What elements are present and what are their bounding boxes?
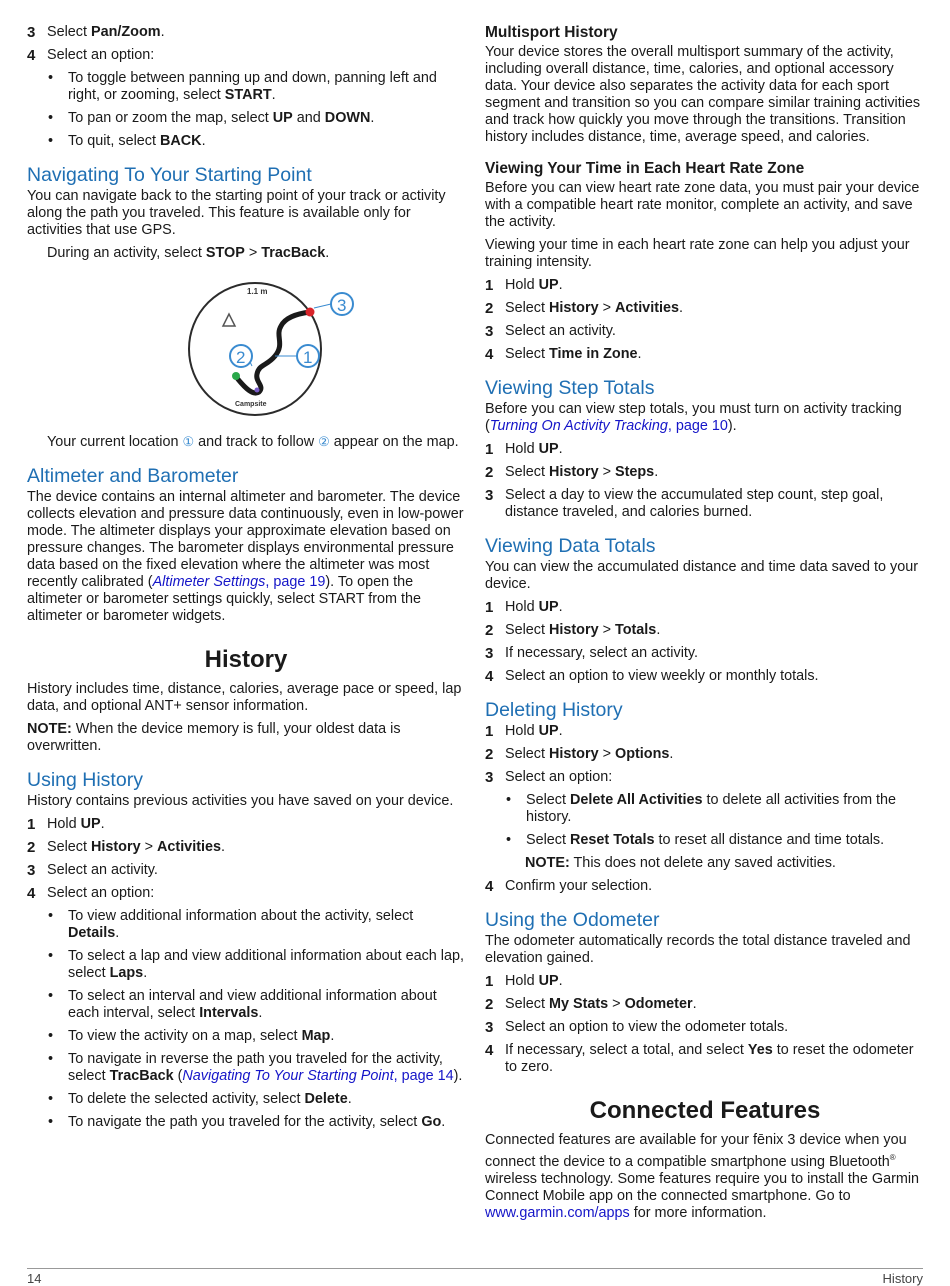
bullet-dot: • (48, 948, 54, 964)
bullet-item (505, 832, 925, 849)
activity-tracking-page-link[interactable]: , page 10 (667, 418, 728, 434)
step-bold: My Stats (549, 996, 609, 1012)
step-sep: > (608, 996, 625, 1012)
step-number: 2 (485, 300, 494, 317)
step-pre: Select (505, 464, 549, 480)
instr-post: . (325, 245, 330, 261)
step-text: Select an activity. (47, 862, 158, 878)
caption-mid: and track to follow (194, 434, 319, 450)
step-bold-2: Activities (615, 300, 679, 316)
navigating-start-link[interactable]: Navigating To Your Starting Point (182, 1068, 394, 1084)
figure-caption (47, 433, 465, 451)
callout-1: 1 (303, 348, 313, 367)
heading-connected-features: Connected Features (589, 1097, 821, 1124)
bullet-bold-2: DOWN (324, 110, 371, 126)
step-text (505, 441, 925, 458)
bullet-item (47, 1051, 465, 1085)
bullet-text (68, 1028, 465, 1045)
right-column (485, 24, 925, 1228)
bullet-post: . (370, 110, 375, 126)
step-text: Confirm your selection. (505, 878, 653, 894)
bullet-text (68, 110, 465, 127)
bullet-pre: To select an interval and view additional information about each interval, select (68, 988, 437, 1021)
step (485, 645, 925, 662)
step-post: to reset the odometer to zero. (505, 1042, 914, 1075)
bullet-item (47, 1028, 465, 1045)
step-pre: Hold (505, 441, 539, 457)
bullet-item (47, 133, 465, 150)
heading-odometer: Using the Odometer (485, 909, 660, 931)
step (485, 878, 925, 895)
step-sep: > (598, 746, 615, 762)
bullet-bold: Details (68, 925, 116, 941)
step-text: Select a day to view the accumulated step count, step goal, distance traveled, and calories burned. (505, 487, 884, 520)
bullet-item (47, 1091, 465, 1108)
step-bold-2: Steps (615, 464, 655, 480)
start-location-dot (232, 372, 240, 380)
step-number: 1 (485, 599, 494, 616)
caption-pre: Your current location (47, 434, 183, 450)
step-number: 4 (27, 885, 36, 902)
step-pre: Select (505, 996, 549, 1012)
step (485, 346, 925, 363)
data-totals-body: You can view the accumulated distance and time data saved to your device. (485, 559, 919, 592)
instr-pre: During an activity, select (47, 245, 206, 261)
step-text: Select an option: (505, 769, 613, 785)
step-text (47, 839, 465, 856)
step-sep: > (598, 300, 615, 316)
step-bold-2: Activities (157, 839, 221, 855)
step-pre: Select (505, 746, 549, 762)
step (27, 862, 465, 879)
bullet-bold: BACK (160, 133, 202, 149)
bullet-item (47, 1114, 465, 1131)
step-number: 2 (485, 996, 494, 1013)
bullet-dot: • (48, 988, 54, 1004)
note-label: NOTE: (525, 855, 570, 871)
step-post: . (692, 996, 697, 1012)
navigating-start-page-link[interactable]: , page 14 (393, 1068, 454, 1084)
deleting-note (525, 855, 925, 872)
step-sep: > (140, 839, 157, 855)
step-bold-2: Totals (615, 622, 657, 638)
step (485, 277, 925, 294)
hr-zone-body-2: Viewing your time in each heart rate zone can help you adjust your training intensity. (485, 237, 910, 270)
altimeter-settings-link[interactable]: Altimeter Settings (152, 574, 266, 590)
tracback-map-figure (177, 274, 357, 420)
bullet-bold: UP (272, 110, 293, 126)
step-bold-2: Options (615, 746, 670, 762)
history-note (27, 721, 465, 755)
bullet-item (505, 792, 925, 826)
step-text: Select an activity. (505, 323, 616, 339)
bullet-dot: • (48, 1091, 54, 1107)
bullet-pre: Select (526, 832, 570, 848)
callout-1-symbol: ① (182, 434, 195, 449)
step-text (505, 723, 925, 740)
step-number: 1 (485, 441, 494, 458)
page-number: 14 (27, 1271, 42, 1286)
bullet-pre: To view additional information about the activity, select (68, 908, 414, 924)
bullet-post: . (201, 133, 206, 149)
instr-tracback: TracBack (261, 245, 326, 261)
step-bold: UP (538, 441, 559, 457)
step-pre: Hold (505, 973, 539, 989)
bullet-dot: • (48, 70, 54, 86)
step (485, 746, 925, 763)
heading-navigating-start: Navigating To Your Starting Point (27, 164, 312, 186)
step-bold: UP (538, 973, 559, 989)
bullet-item (47, 70, 465, 104)
bullet-item (47, 988, 465, 1022)
heading-altimeter: Altimeter and Barometer (27, 465, 239, 487)
step-number: 4 (485, 346, 494, 363)
bullet-dot: • (48, 1051, 54, 1067)
bullet-item (47, 948, 465, 982)
bullet-bold: Delete All Activities (570, 792, 703, 808)
step-text (47, 816, 465, 833)
bullet-dot: • (48, 133, 54, 149)
step-text-post: . (160, 24, 165, 40)
bullet-post: . (271, 87, 276, 103)
bullet-bold: Reset Totals (570, 832, 655, 848)
step-post: . (221, 839, 225, 855)
step-number: 1 (485, 277, 494, 294)
step-text: Select an option to view the odometer totals. (505, 1019, 789, 1035)
step (485, 487, 925, 521)
bullet-pre: Select (526, 792, 570, 808)
hr-zone-body-1: Before you can view heart rate zone data, you must pair your device with a compatible heart rate monitor, complete an activity, and save the activity. (485, 180, 920, 230)
campsite-marker (255, 388, 260, 393)
registered-mark: ® (889, 1153, 896, 1162)
step-number: 3 (485, 487, 494, 504)
step-bold-2: Odometer (624, 996, 693, 1012)
left-column (27, 24, 465, 1137)
step-number: 3 (485, 323, 494, 340)
step-post: . (558, 441, 563, 457)
bullet-post: . (115, 925, 120, 941)
step-sep: > (598, 464, 615, 480)
step-text (505, 1042, 925, 1076)
step-text (505, 746, 925, 763)
step-bold: Time in Zone (549, 346, 638, 362)
connected-body (485, 1132, 925, 1222)
step-pre: Hold (505, 723, 539, 739)
step-bold: History (549, 464, 599, 480)
bullet-dot: • (48, 1114, 54, 1130)
step-text (505, 346, 925, 363)
step-number: 2 (27, 839, 36, 856)
step-post: . (656, 622, 661, 638)
step (485, 1019, 925, 1036)
altimeter-body-post: ). To open the altimeter or barometer settings quickly, select START from the altimeter or barometer widgets. (27, 574, 422, 624)
bullet-pre: To quit, select (68, 133, 160, 149)
step-text-pre: Select (47, 24, 91, 40)
step-number: 3 (485, 769, 494, 786)
step (485, 622, 925, 639)
bullet-close: ). (453, 1068, 463, 1084)
step-4 (27, 47, 465, 64)
figure-distance-label: 1.1 m (247, 287, 268, 296)
instr-sep: > (244, 245, 262, 261)
bullet-pre: To navigate the path you traveled for the activity, select (68, 1114, 422, 1130)
step-number: 4 (485, 1042, 494, 1059)
bullet-text (526, 792, 925, 826)
heading-using-history: Using History (27, 769, 143, 791)
bullet-item (47, 908, 465, 942)
bullet-item (47, 110, 465, 127)
heading-deleting-history: Deleting History (485, 699, 623, 721)
step-text (47, 24, 465, 41)
bullet-text (68, 70, 465, 104)
bullet-text (68, 1091, 465, 1108)
step (485, 769, 925, 786)
step-bold: History (91, 839, 141, 855)
odometer-body: The odometer automatically records the total distance traveled and elevation gained. (485, 933, 911, 966)
step-number: 4 (485, 878, 494, 895)
step-number: 3 (27, 24, 36, 41)
bullet-post: . (258, 1005, 263, 1021)
step-number: 3 (485, 645, 494, 662)
bullet-pre: To select a lap and view additional information about each lap, select (68, 948, 464, 981)
bullet-text (68, 908, 465, 942)
multisport-body: Your device stores the overall multisport summary of the activity, including overall distance, time, calories, and optional accessory data. Your device also separates the activity data for each sport segment and transition so you can compare similar training activities and track how quickly you move through the transitions. Transition history includes distance, time, average speed, and calories. (485, 44, 921, 145)
step-pre: Select (505, 346, 549, 362)
bullet-pre: To pan or zoom the map, select (68, 110, 273, 126)
step-number: 3 (27, 862, 36, 879)
bullet-bold: Laps (109, 965, 144, 981)
step-bold: History (549, 300, 599, 316)
heading-data-totals: Viewing Data Totals (485, 535, 656, 557)
step-bold: Pan/Zoom (91, 24, 161, 40)
page-footer (27, 1268, 923, 1286)
heading-step-totals: Viewing Step Totals (485, 377, 655, 399)
step-bold: History (549, 622, 599, 638)
step-text (505, 973, 925, 990)
step-bold: UP (80, 816, 101, 832)
altimeter-body (27, 489, 465, 625)
bullet-post: . (347, 1091, 352, 1107)
bullet-post: to reset all distance and time totals. (654, 832, 885, 848)
note-label: NOTE: (27, 721, 72, 737)
step-post: . (100, 816, 105, 832)
step-number: 1 (27, 816, 36, 833)
step-pre: Select (505, 300, 549, 316)
bullet-text (68, 133, 465, 150)
bullet-pre: To toggle between panning up and down, panning left and right, or zooming, select (68, 70, 437, 103)
footer-section-name: History (882, 1271, 923, 1286)
step-totals-body (485, 401, 925, 435)
step (27, 839, 465, 856)
step-number: 2 (485, 622, 494, 639)
bullet-open: ( (173, 1068, 183, 1084)
step-pre: If necessary, select a total, and select (505, 1042, 748, 1058)
heading-hr-zone: Viewing Your Time in Each Heart Rate Zone (485, 160, 805, 177)
step-totals-pre: Before you can view step totals, you must turn on activity tracking ( (485, 401, 902, 434)
using-history-body: History contains previous activities you have saved on your device. (27, 793, 454, 809)
step-sep: > (598, 622, 615, 638)
step (27, 885, 465, 902)
callout-2-symbol: ② (318, 434, 330, 449)
step-number: 1 (485, 973, 494, 990)
heading-history: History (204, 646, 288, 673)
bullet-dot: • (506, 832, 512, 848)
step-number: 4 (27, 47, 36, 64)
bullet-post: . (330, 1028, 335, 1044)
figure-campsite-label: Campsite (235, 401, 267, 408)
step-post: . (558, 973, 563, 989)
step-text: If necessary, select an activity. (505, 645, 699, 661)
connected-mid: wireless technology. Some features require you to install the Garmin Connect Mobile app on the connected smartphone. Go to (485, 1170, 920, 1204)
step-pre: Select (505, 622, 549, 638)
step-post: . (558, 599, 563, 615)
step (485, 973, 925, 990)
step-bold: UP (538, 599, 559, 615)
connected-post: for more information. (629, 1204, 767, 1221)
step-text: Select an option: (47, 47, 155, 63)
step-text (505, 599, 925, 616)
step-number: 2 (485, 464, 494, 481)
bullet-text (68, 1051, 465, 1085)
note-text: When the device memory is full, your oldest data is overwritten. (27, 721, 401, 754)
bullet-bold: Go (421, 1114, 442, 1130)
step-bold: UP (538, 277, 559, 293)
step-number: 3 (485, 1019, 494, 1036)
bullet-dot: • (48, 110, 54, 126)
step (485, 996, 925, 1013)
activity-tracking-link[interactable]: Turning On Activity Tracking (489, 418, 668, 434)
nav-start-instruction (47, 245, 465, 262)
step (485, 300, 925, 317)
step-pre: Select (47, 839, 91, 855)
altimeter-page-link[interactable]: , page 19 (265, 574, 326, 590)
bullet-text (68, 1114, 465, 1131)
bullet-dot: • (48, 908, 54, 924)
step-text (505, 996, 925, 1013)
step-post: . (558, 277, 563, 293)
caption-post: appear on the map. (329, 434, 459, 450)
step-text (505, 277, 925, 294)
bullet-text (68, 948, 465, 982)
step (485, 323, 925, 340)
bullet-bold: Intervals (199, 1005, 259, 1021)
step-post: . (637, 346, 642, 362)
step (485, 723, 925, 740)
note-text: This does not delete any saved activities. (569, 855, 836, 871)
bullet-pre: To delete the selected activity, select (68, 1091, 305, 1107)
bullet-text (526, 832, 925, 849)
step-number: 1 (485, 723, 494, 740)
step-pre: Hold (505, 599, 539, 615)
callout-2: 2 (236, 348, 246, 367)
step (485, 1042, 925, 1076)
step-3 (27, 24, 465, 41)
instr-stop: STOP (205, 245, 245, 261)
bullet-pre: To view the activity on a map, select (68, 1028, 302, 1044)
bullet-bold: TracBack (109, 1068, 174, 1084)
step-text: Select an option to view weekly or monthly totals. (505, 668, 819, 684)
heading-multisport: Multisport History (485, 24, 618, 41)
step-bold: Yes (747, 1042, 773, 1058)
step-text: Select an option: (47, 885, 155, 901)
bullet-post: . (441, 1114, 446, 1130)
step-post: . (654, 464, 659, 480)
nav-start-body: You can navigate back to the starting point of your track or activity along the path you traveled. This feature is available only for activities that use GPS. (27, 188, 446, 238)
callout-3: 3 (337, 296, 347, 315)
step-pre: Hold (47, 816, 81, 832)
step-text (505, 464, 925, 481)
step (485, 441, 925, 458)
step-text (505, 622, 925, 639)
step-text (505, 300, 925, 317)
step-post: . (558, 723, 563, 739)
altimeter-body-pre: The device contains an internal altimeter and barometer. The device collects elevation and pressure data continuously, even in low-power mode. The altimeter displays your approximate elevation based on pressure changes. The barometer displays environmental pressure data based on the fixed elevation where the altimeter was most recently calibrated ( (27, 489, 464, 590)
bullet-dot: • (48, 1028, 54, 1044)
bullet-pre: To navigate in reverse the path you traveled for the activity, select (68, 1051, 443, 1084)
bullet-bold: Map (301, 1028, 331, 1044)
bullet-post: to delete all activities from the history. (526, 792, 897, 825)
step-pre: Hold (505, 277, 539, 293)
step-bold: UP (538, 723, 559, 739)
step-post: . (669, 746, 674, 762)
bullet-post: . (143, 965, 148, 981)
step (27, 816, 465, 833)
connected-pre: Connected features are available for your fēnix 3 device when you connect the device to a compatible smartphone using Bluetooth (485, 1132, 907, 1170)
bullet-bold: START (224, 87, 272, 103)
step-post: . (679, 300, 683, 316)
step-totals-post: ). (727, 418, 737, 434)
history-body: History includes time, distance, calories, average pace or speed, lap data, and optional ANT+ sensor information. (27, 681, 462, 714)
step-number: 2 (485, 746, 494, 763)
bullet-bold: Delete (304, 1091, 348, 1107)
garmin-apps-link[interactable]: www.garmin.com/apps (485, 1204, 630, 1221)
bullet-mid: and (292, 110, 325, 126)
current-location-dot (306, 308, 315, 317)
step (485, 599, 925, 616)
step-bold: History (549, 746, 599, 762)
bullet-text (68, 988, 465, 1022)
step (485, 464, 925, 481)
bullet-dot: • (506, 792, 512, 808)
step (485, 668, 925, 685)
step-number: 4 (485, 668, 494, 685)
